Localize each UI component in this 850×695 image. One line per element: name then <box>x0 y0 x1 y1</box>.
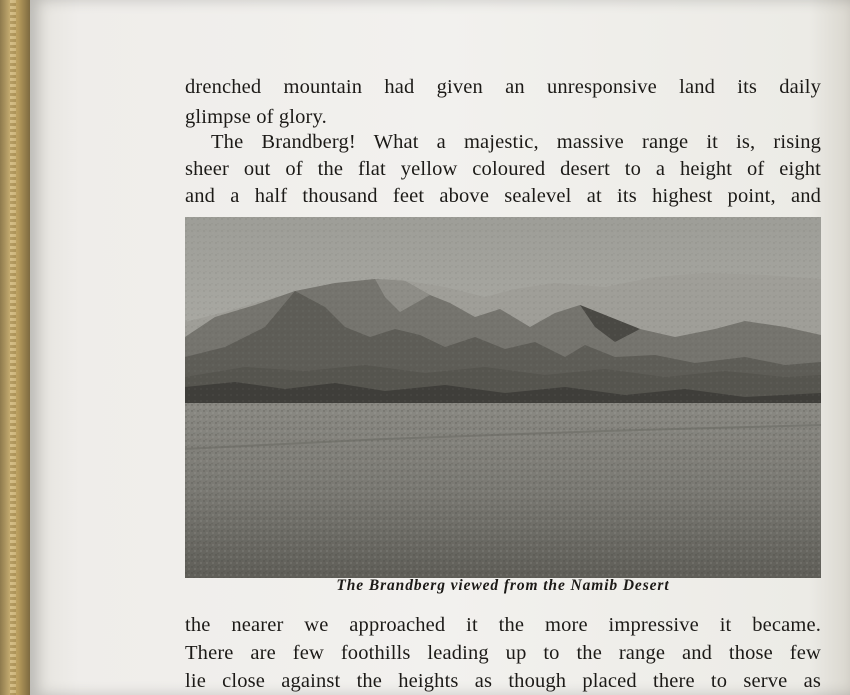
photo-illustration <box>185 217 821 578</box>
text-line-6: the nearer we approached it the more impressive it became. <box>185 614 821 636</box>
text-line-8: lie close against the heights as though placed there to serve as <box>185 670 821 692</box>
text-line-1: drenched mountain had given an unresponsive land its daily <box>185 76 821 98</box>
text-line-7: There are few foothills leading up to the range and those few <box>185 642 821 664</box>
photo-brandberg <box>185 217 821 578</box>
figure-caption: The Brandberg viewed from the Namib Desert <box>336 577 670 594</box>
text-line-5: and a half thousand feet above sealevel at its highest point, and <box>185 185 821 207</box>
text-line-4: sheer out of the flat yellow coloured desert to a height of eight <box>185 158 821 180</box>
book-binding <box>0 0 30 695</box>
text-line-3: The Brandberg! What a majestic, massive range it is, rising <box>211 131 821 153</box>
text-line-2: glimpse of glory. <box>185 106 327 128</box>
